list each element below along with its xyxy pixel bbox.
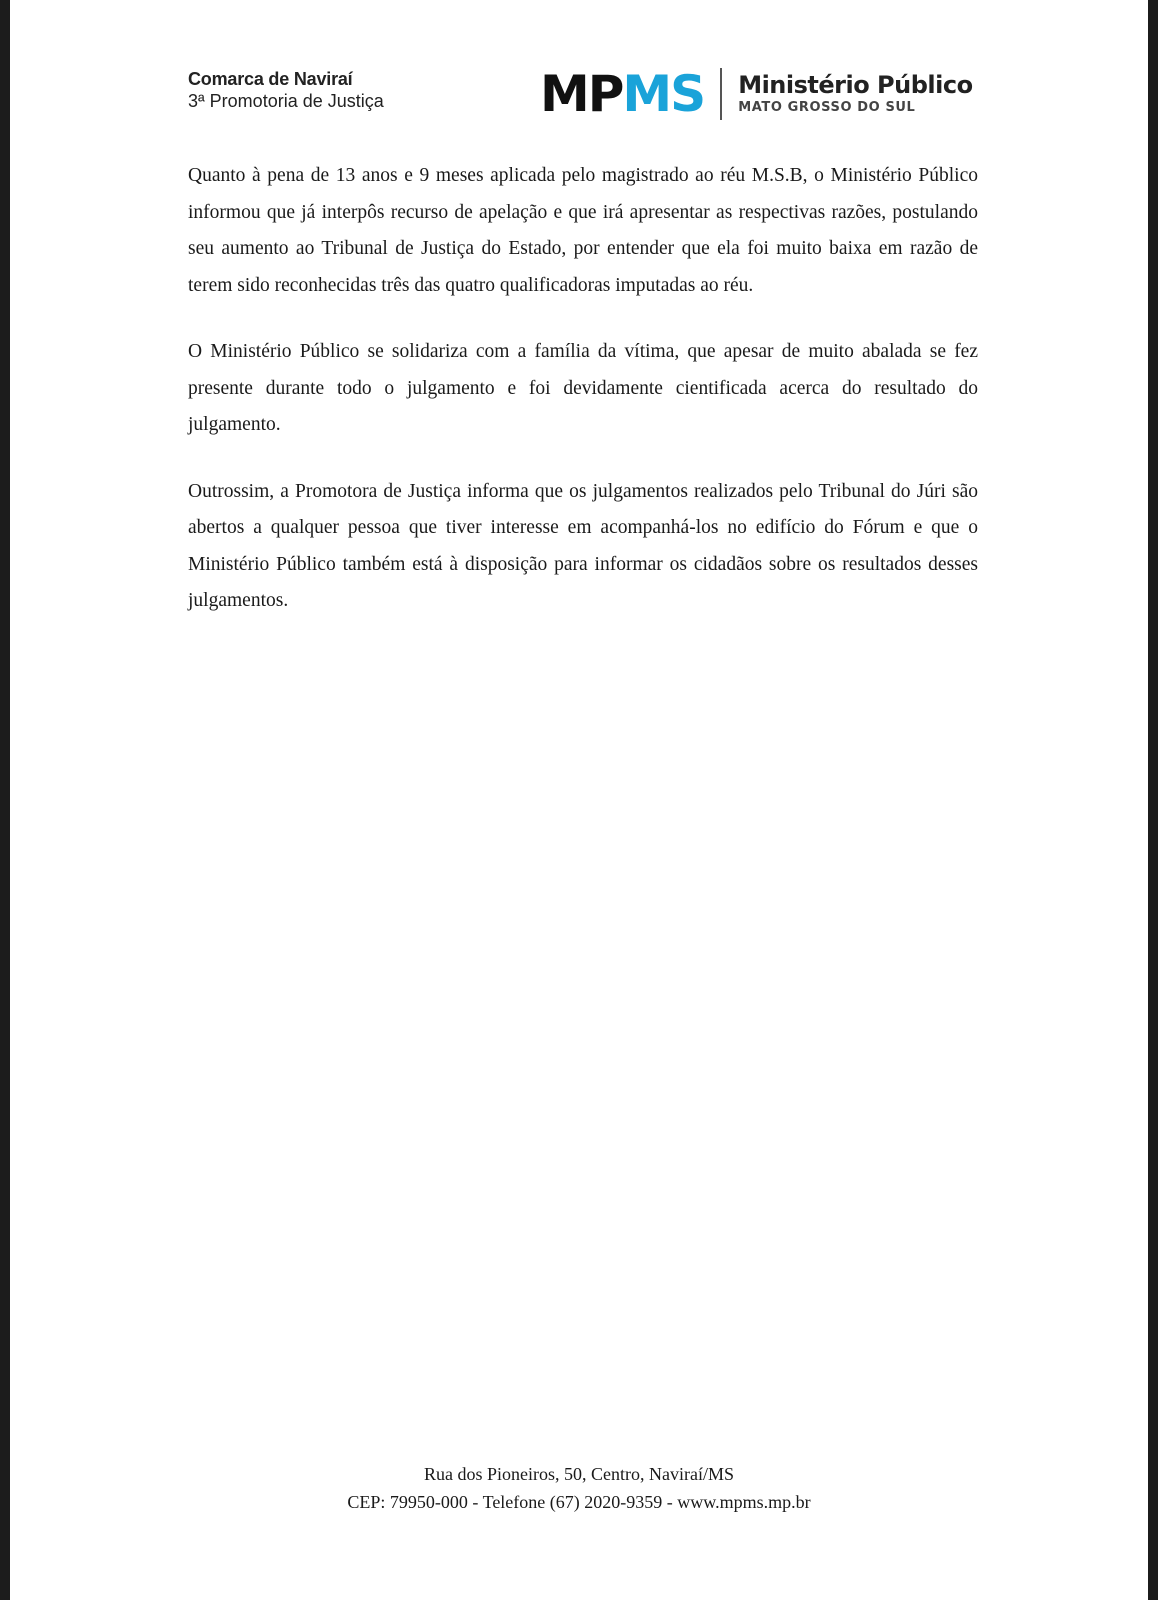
logo-text bbox=[738, 71, 972, 117]
letterhead bbox=[10, 0, 1148, 140]
mpms-logo-mark bbox=[540, 66, 704, 122]
paragraph-1: Quanto à pena de 13 anos e 9 meses aplicada pelo magistrado ao réu M.S.B, o Ministério Público informou que já interpôs recurso de apelação e que irá apresentar as respectivas razões, postulando seu aumento ao Tribunal de Justiça do Estado, por entender que ela foi muito baixa em razão de terem sido reconhecidas três das quatro qualificadoras imputadas ao réu. bbox=[188, 165, 978, 296]
footer-contact: CEP: 79950-000 - Telefone (67) 2020-9359 - www.mpms.mp.br bbox=[347, 1492, 811, 1512]
logo-mark-ms: MS bbox=[622, 65, 705, 123]
document-footer bbox=[10, 1460, 1148, 1516]
logo-state-name: MATO GROSSO DO SUL bbox=[738, 100, 916, 115]
logo-institution-name: Ministério Público bbox=[738, 71, 973, 99]
mpms-logo bbox=[540, 66, 973, 122]
department-block bbox=[188, 68, 384, 112]
comarca-name: Comarca de Naviraí bbox=[188, 69, 353, 89]
paragraph-3: Outrossim, a Promotora de Justiça informa que os julgamentos realizados pelo Tribunal do Júri são abertos a qualquer pessoa que tiver interesse em acompanhá-los no edifício do Fórum e que o Ministério Público também está à disposição para informar os cidadãos sobre os resultados desses julgamentos. bbox=[188, 480, 978, 611]
footer-address: Rua dos Pioneiros, 50, Centro, Naviraí/MS bbox=[424, 1464, 734, 1484]
document-page bbox=[10, 0, 1148, 1600]
promotoria-name: 3ª Promotoria de Justiça bbox=[188, 91, 384, 111]
paragraph-2: O Ministério Público se solidariza com a família da vítima, que apesar de muito abalada se fez presente durante todo o julgamento e foi devidamente cientificada acerca do resultado do julgamento. bbox=[188, 341, 978, 435]
logo-divider bbox=[720, 68, 722, 120]
logo-mark-mp: MP bbox=[540, 65, 623, 123]
document-body bbox=[188, 158, 978, 650]
